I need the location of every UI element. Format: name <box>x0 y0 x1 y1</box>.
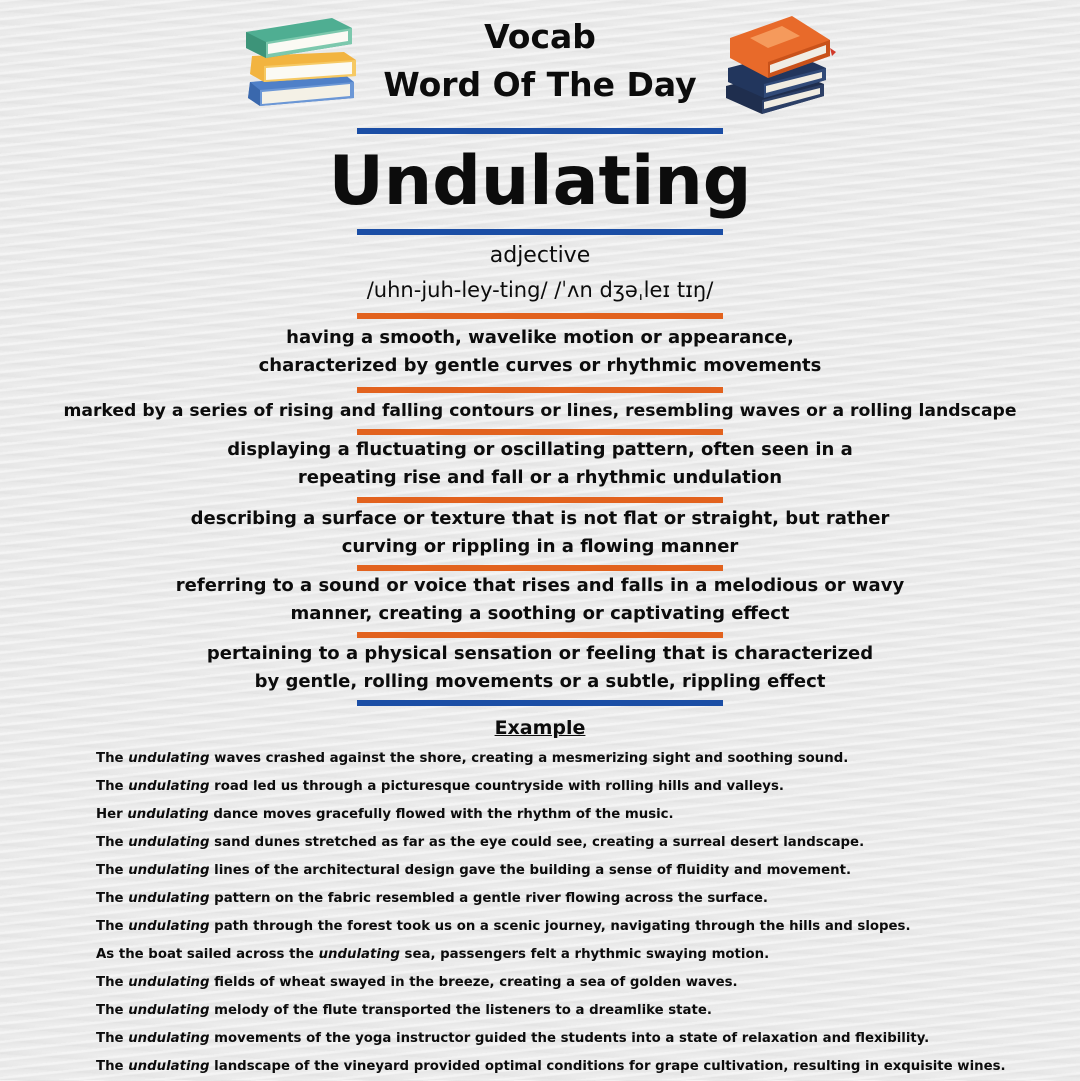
divider <box>357 429 723 435</box>
definition: describing a surface or texture that is not flat or straight, but rather curving or rippling in a flowing manner <box>190 508 890 557</box>
divider <box>357 229 723 235</box>
definition: having a smooth, wavelike motion or appearance, characterized by gentle curves or rhythmic movements <box>258 327 822 376</box>
divider <box>357 387 723 393</box>
example-sentence: The undulating lines of the architectural design gave the building a sense of fluidity and movement. <box>96 863 851 878</box>
divider <box>357 565 723 571</box>
example-sentence: The undulating sand dunes stretched as far as the eye could see, creating a surreal desert landscape. <box>96 835 865 850</box>
definition: pertaining to a physical sensation or feeling that is characterized by gentle, rolling movements or a subtle, rippling effect <box>206 643 874 692</box>
example-sentence: The undulating melody of the flute transported the listeners to a dreamlike state. <box>96 1003 712 1018</box>
example-sentence: The undulating movements of the yoga instructor guided the students into a state of relaxation and flexibility. <box>96 1031 930 1046</box>
definition: marked by a series of rising and falling contours or lines, resembling waves or a rolling landscape <box>63 401 1017 421</box>
divider <box>357 700 723 706</box>
example-sentence: The undulating landscape of the vineyard provided optimal conditions for grape cultivation, resulting in exquisite wines. <box>96 1059 1006 1074</box>
example-sentence: The undulating waves crashed against the shore, creating a mesmerizing sight and soothing sound. <box>96 751 849 766</box>
example-sentence: The undulating fields of wheat swayed in the breeze, creating a sea of golden waves. <box>96 975 738 990</box>
definition: referring to a sound or voice that rises and falls in a melodious or wavy manner, creating a soothing or captivating effect <box>175 575 905 624</box>
header-subtitle: Word Of The Day <box>383 65 697 104</box>
divider <box>357 313 723 319</box>
pronunciation: /uhn-juh-ley-ting/ /ˈʌn dʒəˌleɪ tɪŋ/ <box>366 278 714 302</box>
divider <box>357 632 723 638</box>
part-of-speech: adjective <box>489 243 591 268</box>
divider <box>357 128 723 134</box>
definition: displaying a fluctuating or oscillating pattern, often seen in a repeating rise and fall or a rhythmic undulation <box>227 439 853 488</box>
example-heading: Example <box>494 717 586 739</box>
header-title: Vocab <box>484 17 596 56</box>
vocab-word: Undulating <box>328 142 752 221</box>
example-sentence: The undulating road led us through a picturesque countryside with rolling hills and valleys. <box>96 779 784 794</box>
example-sentence: The undulating path through the forest took us on a scenic journey, navigating through the hills and slopes. <box>96 919 911 934</box>
example-sentence: The undulating pattern on the fabric resembled a gentle river flowing across the surface. <box>96 891 768 906</box>
example-list <box>96 745 1056 1081</box>
example-sentence: Her undulating dance moves gracefully flowed with the rhythm of the music. <box>96 807 674 822</box>
divider <box>357 497 723 503</box>
example-sentence: As the boat sailed across the undulating sea, passengers felt a rhythmic swaying motion. <box>96 947 770 962</box>
